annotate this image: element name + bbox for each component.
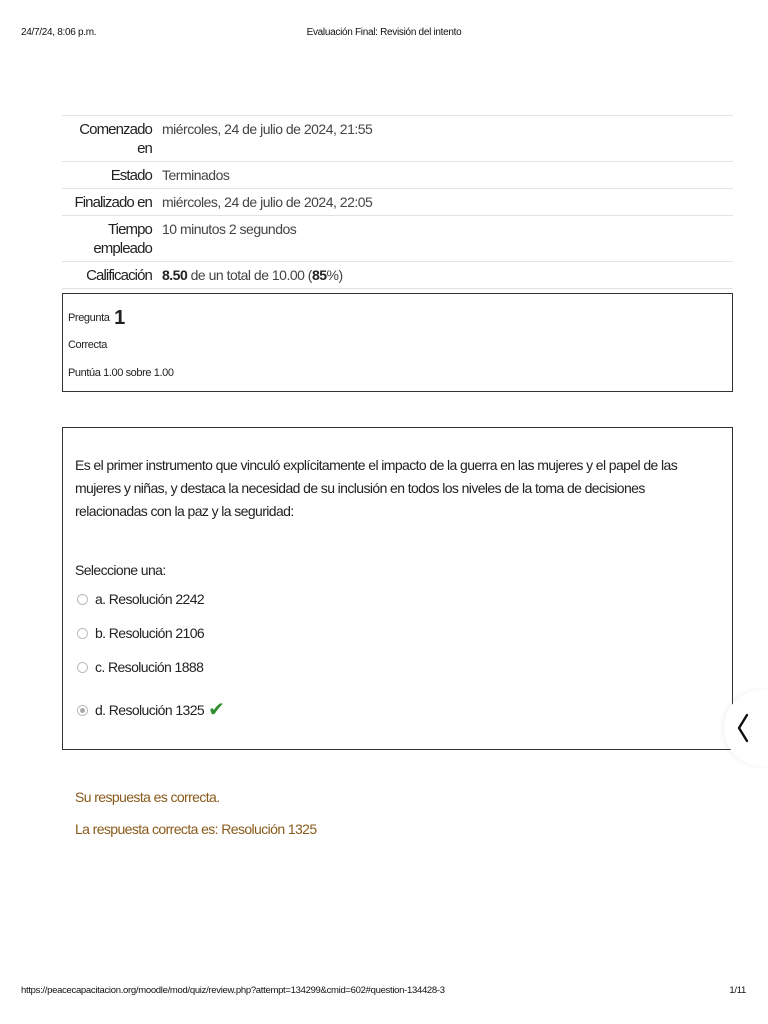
print-header (0, 27, 768, 41)
summary-row-finished (62, 189, 733, 216)
summary-label: Estado (110, 167, 152, 184)
page-url: https://peacecapacitacion.org/moodle/mod/quiz/review.php?attempt=134299&cmid=602#question-134428-3 (21, 985, 445, 996)
radio-button[interactable] (77, 628, 88, 639)
page-number: 1/11 (729, 985, 746, 996)
question-text: Es el primer instrumento que vinculó explícitamente el impacto de la guerra en las mujeres y el papel de las mujeres y niñas, y destaca la necesidad de su inclusión en todos los niveles de la toma de decisiones relacionadas con la paz y la seguridad: (75, 457, 678, 519)
summary-row-state (62, 162, 733, 189)
document-title: Evaluación Final: Revisión del intento (306, 27, 462, 38)
radio-button[interactable] (77, 594, 88, 605)
question-info-box (62, 293, 733, 392)
summary-row-grade (62, 262, 733, 289)
radio-button[interactable] (77, 662, 88, 673)
question-grade: Puntúa 1.00 sobre 1.00 (68, 367, 174, 379)
question-content-box (62, 427, 733, 750)
summary-row-time (62, 216, 733, 262)
summary-grade-value (158, 262, 733, 289)
option-label: c. Resolución 1888 (95, 659, 204, 675)
question-state: Correcta (68, 339, 107, 351)
print-date: 24/7/24, 8:06 p.m. (21, 27, 97, 38)
check-icon: ✔ (208, 699, 225, 721)
summary-value: Terminados (162, 167, 230, 183)
question-number: 1 (114, 307, 125, 329)
summary-value: 10 minutos 2 segundos (162, 221, 297, 237)
summary-label: Comenzado en (79, 121, 152, 157)
radio-button-selected[interactable] (77, 705, 88, 716)
feedback-right-answer: La respuesta correcta es: Resolución 1325 (75, 821, 317, 837)
chevron-left-icon (736, 712, 750, 744)
summary-label: Tiempo empleado (93, 221, 152, 257)
grade-percent: 85 (311, 267, 327, 283)
print-footer (0, 985, 768, 999)
summary-value: miércoles, 24 de julio de 2024, 21:55 (162, 121, 373, 137)
summary-row-started (62, 116, 733, 162)
answer-option-a[interactable] (77, 591, 204, 607)
question-prefix: Pregunta (68, 312, 110, 324)
option-label: b. Resolución 2106 (95, 625, 205, 641)
answer-option-d[interactable] (77, 700, 224, 720)
summary-value: miércoles, 24 de julio de 2024, 22:05 (162, 194, 373, 210)
feedback-result: Su respuesta es correcta. (75, 789, 220, 805)
option-label: a. Resolución 2242 (95, 591, 205, 607)
grade-middle: de un total de 10.00 ( (187, 267, 312, 283)
answer-option-c[interactable] (77, 659, 203, 675)
attempt-summary-table (62, 115, 733, 289)
summary-label: Finalizado en (74, 194, 152, 211)
summary-label: Calificación (86, 267, 152, 284)
grade-end: %) (326, 267, 343, 283)
answer-option-b[interactable] (77, 625, 204, 641)
answer-prompt: Seleccione una: (75, 562, 166, 578)
option-label: d. Resolución 1325 (95, 702, 205, 718)
question-number-line (68, 307, 125, 330)
grade-score: 8.50 (162, 267, 188, 283)
